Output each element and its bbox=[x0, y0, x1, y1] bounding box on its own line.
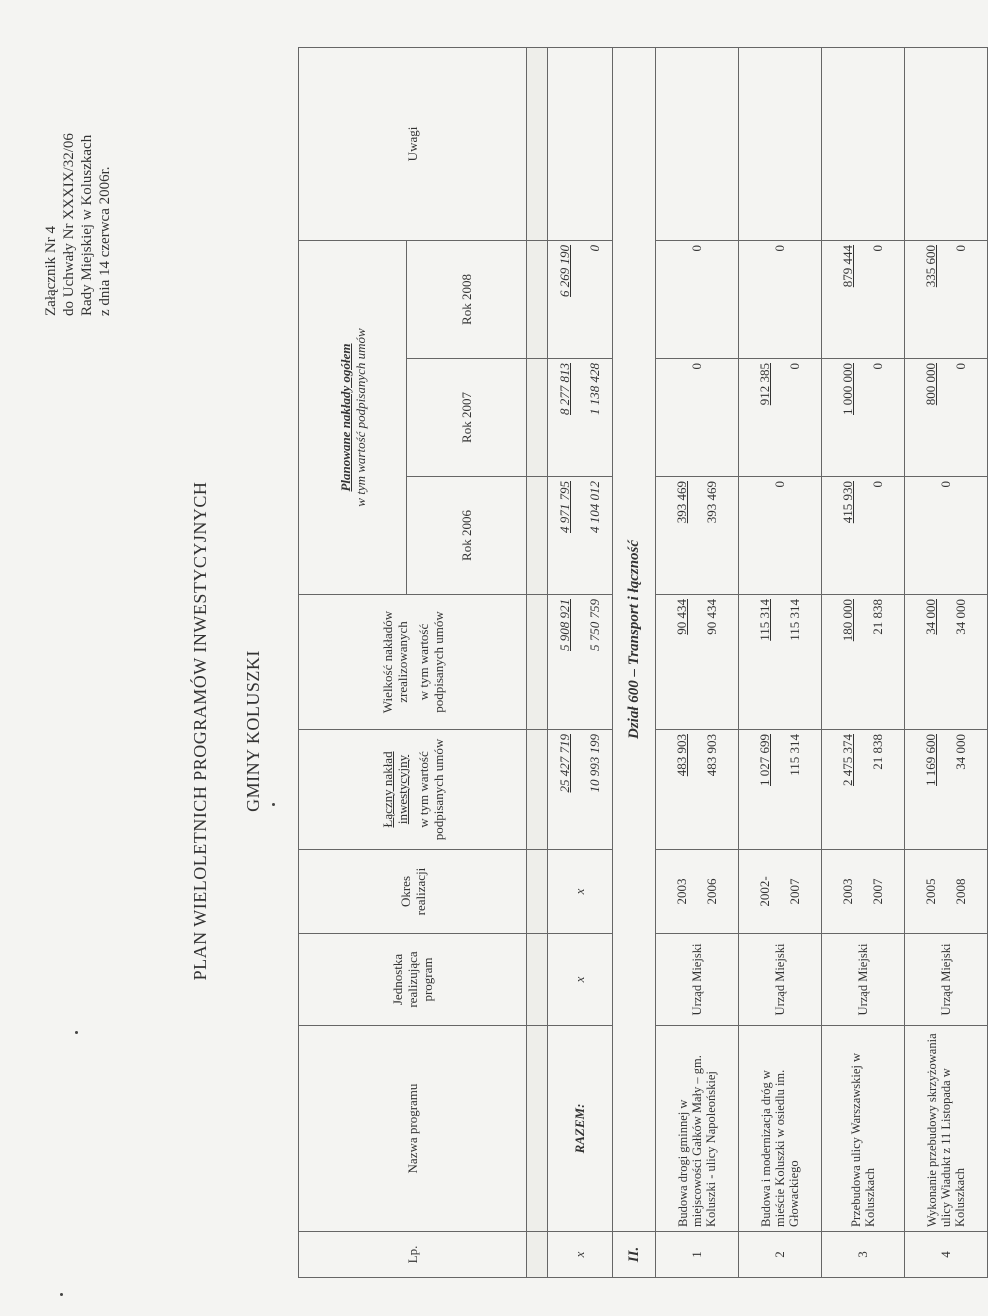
attachment-line: do Uchwały Nr XXXIX/32/06 bbox=[61, 133, 77, 316]
table-row bbox=[822, 47, 905, 1277]
row-2007: 1 000 000 bbox=[840, 363, 855, 415]
row-2008-cell bbox=[739, 240, 822, 358]
row-period bbox=[905, 850, 988, 934]
row-period bbox=[822, 850, 905, 934]
attachment-line: z dnia 14 czerwca 2006r. bbox=[97, 166, 113, 316]
row-total-sub: 483 903 bbox=[704, 734, 719, 777]
row-total-sub: 21 838 bbox=[870, 734, 885, 770]
row-name: Wykonanie przebudowy skrzyżowania ulicy Wiadukt z 11 Listopada w Koluszkach bbox=[905, 1026, 988, 1232]
row-2006: 0 bbox=[772, 481, 787, 488]
row-2008: 335 600 bbox=[923, 244, 938, 288]
spacer-row bbox=[527, 47, 548, 1277]
row-realized-cell bbox=[656, 595, 739, 730]
row-2007-sub: 0 bbox=[787, 363, 802, 370]
row-period-end: 2007 bbox=[870, 878, 885, 905]
row-2006-cell bbox=[656, 477, 739, 595]
row-total-sub: 34 000 bbox=[953, 734, 968, 770]
row-realized-cell bbox=[739, 595, 822, 730]
document-title: PLAN WIELOLETNICH PROGRAMÓW INWESTYCYJNYCH bbox=[190, 481, 210, 981]
total-2007-sub: 1 138 428 bbox=[587, 363, 602, 415]
section-row bbox=[613, 47, 656, 1277]
total-2006: 4 971 795 bbox=[557, 481, 572, 533]
row-total: 1 027 699 bbox=[757, 734, 772, 786]
total-realized-cell bbox=[548, 595, 613, 730]
row-2007: 912 385 bbox=[757, 363, 772, 406]
header-unit: Jednostka realizująca program bbox=[299, 934, 527, 1026]
total-period: x bbox=[548, 850, 613, 934]
row-realized-cell bbox=[822, 595, 905, 730]
row-total-cell bbox=[739, 730, 822, 850]
row-name: Budowa drogi gminnej w miejscowości Gałków Mały – gm. Koluszki - ulicy Napoleońskiej bbox=[656, 1026, 739, 1232]
row-total: 1 169 600 bbox=[923, 734, 938, 786]
row-2008-cell bbox=[905, 240, 988, 358]
row-2008: 879 444 bbox=[840, 244, 855, 288]
row-2006: 393 469 bbox=[674, 481, 689, 524]
document-subtitle: GMINY KOLUSZKI bbox=[243, 650, 263, 812]
row-period bbox=[656, 850, 739, 934]
header-year-2007: Rok 2007 bbox=[407, 359, 527, 477]
row-total-cell bbox=[905, 730, 988, 850]
total-2008: 6 269 190 bbox=[557, 244, 572, 297]
header-planned-sub: w tym wartość podpisanych umów bbox=[352, 328, 368, 507]
header-total-label: Łączny nakład inwestycyjny bbox=[379, 751, 410, 828]
row-unit: Urząd Miejski bbox=[822, 934, 905, 1026]
section-number: II. bbox=[613, 1232, 656, 1278]
total-unit: x bbox=[548, 934, 613, 1026]
row-2006-cell bbox=[739, 477, 822, 595]
row-2006: 415 930 bbox=[840, 481, 855, 524]
row-2006-sub: 393 469 bbox=[704, 481, 719, 524]
header-realized-label: Wielkość nakładów zrealizowanych bbox=[379, 610, 410, 714]
section-title: Dział 600 – Transport i łączność bbox=[613, 47, 656, 1231]
header-planned bbox=[299, 240, 407, 594]
row-realized: 180 000 bbox=[840, 599, 855, 642]
row-2008: 0 bbox=[689, 244, 704, 252]
scan-speck bbox=[272, 803, 275, 806]
total-row bbox=[548, 47, 613, 1277]
header-realized-sub: w tym wartość podpisanych umów bbox=[415, 611, 446, 713]
row-period-end: 2008 bbox=[953, 878, 968, 905]
attachment-line: Rady Miejskiej w Koluszkach bbox=[79, 134, 95, 316]
attachment-line: Załącznik Nr 4 bbox=[43, 226, 59, 316]
row-period-start: 2003 bbox=[840, 878, 855, 905]
header-total bbox=[299, 730, 527, 850]
total-notes bbox=[548, 47, 613, 240]
row-realized: 115 314 bbox=[757, 599, 772, 641]
row-2007: 800 000 bbox=[923, 363, 938, 406]
row-2006-cell bbox=[905, 477, 988, 595]
row-lp: 2 bbox=[739, 1232, 822, 1278]
row-lp: 1 bbox=[656, 1232, 739, 1278]
header-notes: Uwagi bbox=[299, 47, 527, 240]
scan-speck bbox=[60, 1293, 63, 1296]
total-realized-sub: 5 750 759 bbox=[587, 599, 602, 651]
row-total-cell bbox=[822, 730, 905, 850]
row-lp: 3 bbox=[822, 1232, 905, 1278]
total-lp: x bbox=[548, 1232, 613, 1278]
row-total: 483 903 bbox=[674, 734, 689, 777]
header-realized bbox=[299, 595, 527, 730]
row-2007: 0 bbox=[689, 363, 704, 370]
header-year-2008: Rok 2008 bbox=[407, 240, 527, 358]
header-name: Nazwa programu bbox=[299, 1026, 527, 1232]
total-2006-cell bbox=[548, 477, 613, 595]
row-notes bbox=[739, 47, 822, 240]
row-period-end: 2007 bbox=[787, 878, 802, 905]
total-2007: 8 277 813 bbox=[557, 363, 572, 415]
investment-plan-table bbox=[298, 47, 988, 1278]
row-2006-sub: 0 bbox=[870, 481, 885, 488]
total-2008-cell bbox=[548, 240, 613, 358]
row-notes bbox=[656, 47, 739, 240]
row-realized-sub: 90 434 bbox=[704, 599, 719, 635]
total-cost-cell bbox=[548, 730, 613, 850]
row-2008-cell bbox=[822, 240, 905, 358]
row-realized-sub: 34 000 bbox=[953, 599, 968, 635]
row-period-start: 2005 bbox=[923, 878, 938, 905]
row-notes bbox=[905, 47, 988, 240]
scan-speck bbox=[75, 1031, 78, 1034]
total-realized: 5 908 921 bbox=[557, 599, 572, 651]
row-realized: 90 434 bbox=[674, 599, 689, 635]
row-period-start: 2003 bbox=[674, 878, 689, 905]
row-total-cell bbox=[656, 730, 739, 850]
row-name: Budowa i modernizacja dróg w mieście Koluszki w osiedlu im. Głowackiego bbox=[739, 1026, 822, 1232]
row-2007-sub: 0 bbox=[953, 363, 968, 370]
table-row bbox=[656, 47, 739, 1277]
total-2008-sub: 0 bbox=[587, 244, 602, 252]
attachment-note bbox=[42, 133, 114, 316]
row-2007-cell bbox=[905, 359, 988, 477]
row-2007-sub: 0 bbox=[870, 363, 885, 370]
total-2007-cell bbox=[548, 359, 613, 477]
row-unit: Urząd Miejski bbox=[656, 934, 739, 1026]
row-realized-sub: 21 838 bbox=[870, 599, 885, 635]
header-total-sub: w tym wartość podpisanych umów bbox=[415, 738, 446, 841]
row-unit: Urząd Miejski bbox=[739, 934, 822, 1026]
header-period: Okres realizacji bbox=[299, 850, 527, 934]
table-row bbox=[739, 47, 822, 1277]
row-total-sub: 115 314 bbox=[787, 734, 802, 776]
row-2006-cell bbox=[822, 477, 905, 595]
row-2008-sub: 0 bbox=[870, 244, 885, 252]
row-notes bbox=[822, 47, 905, 240]
row-2007-cell bbox=[739, 359, 822, 477]
row-realized-cell bbox=[905, 595, 988, 730]
row-realized-sub: 115 314 bbox=[787, 599, 802, 641]
row-total: 2 475 374 bbox=[840, 734, 855, 786]
row-period-end: 2006 bbox=[704, 878, 719, 905]
total-2006-sub: 4 104 012 bbox=[587, 481, 602, 533]
row-period-start: 2002- bbox=[757, 876, 772, 907]
total-label: RAZEM: bbox=[548, 1026, 613, 1232]
row-2007-cell bbox=[822, 359, 905, 477]
row-period bbox=[739, 850, 822, 934]
row-2007-cell bbox=[656, 359, 739, 477]
table-row bbox=[905, 47, 988, 1277]
row-2008: 0 bbox=[772, 244, 787, 252]
row-name: Przebudowa ulicy Warszawskiej w Koluszkach bbox=[822, 1026, 905, 1232]
row-2008-cell bbox=[656, 240, 739, 358]
row-2008-sub: 0 bbox=[953, 244, 968, 252]
row-unit: Urząd Miejski bbox=[905, 934, 988, 1026]
header-lp: Lp. bbox=[299, 1232, 527, 1278]
row-realized: 34 000 bbox=[923, 599, 938, 635]
header-year-2006: Rok 2006 bbox=[407, 477, 527, 595]
total-cost-sub: 10 993 199 bbox=[587, 734, 602, 793]
row-2006: 0 bbox=[938, 481, 953, 488]
row-lp: 4 bbox=[905, 1232, 988, 1278]
total-cost: 25 427 719 bbox=[557, 734, 572, 793]
header-planned-label: Planowane nakłady ogółem bbox=[337, 343, 353, 492]
